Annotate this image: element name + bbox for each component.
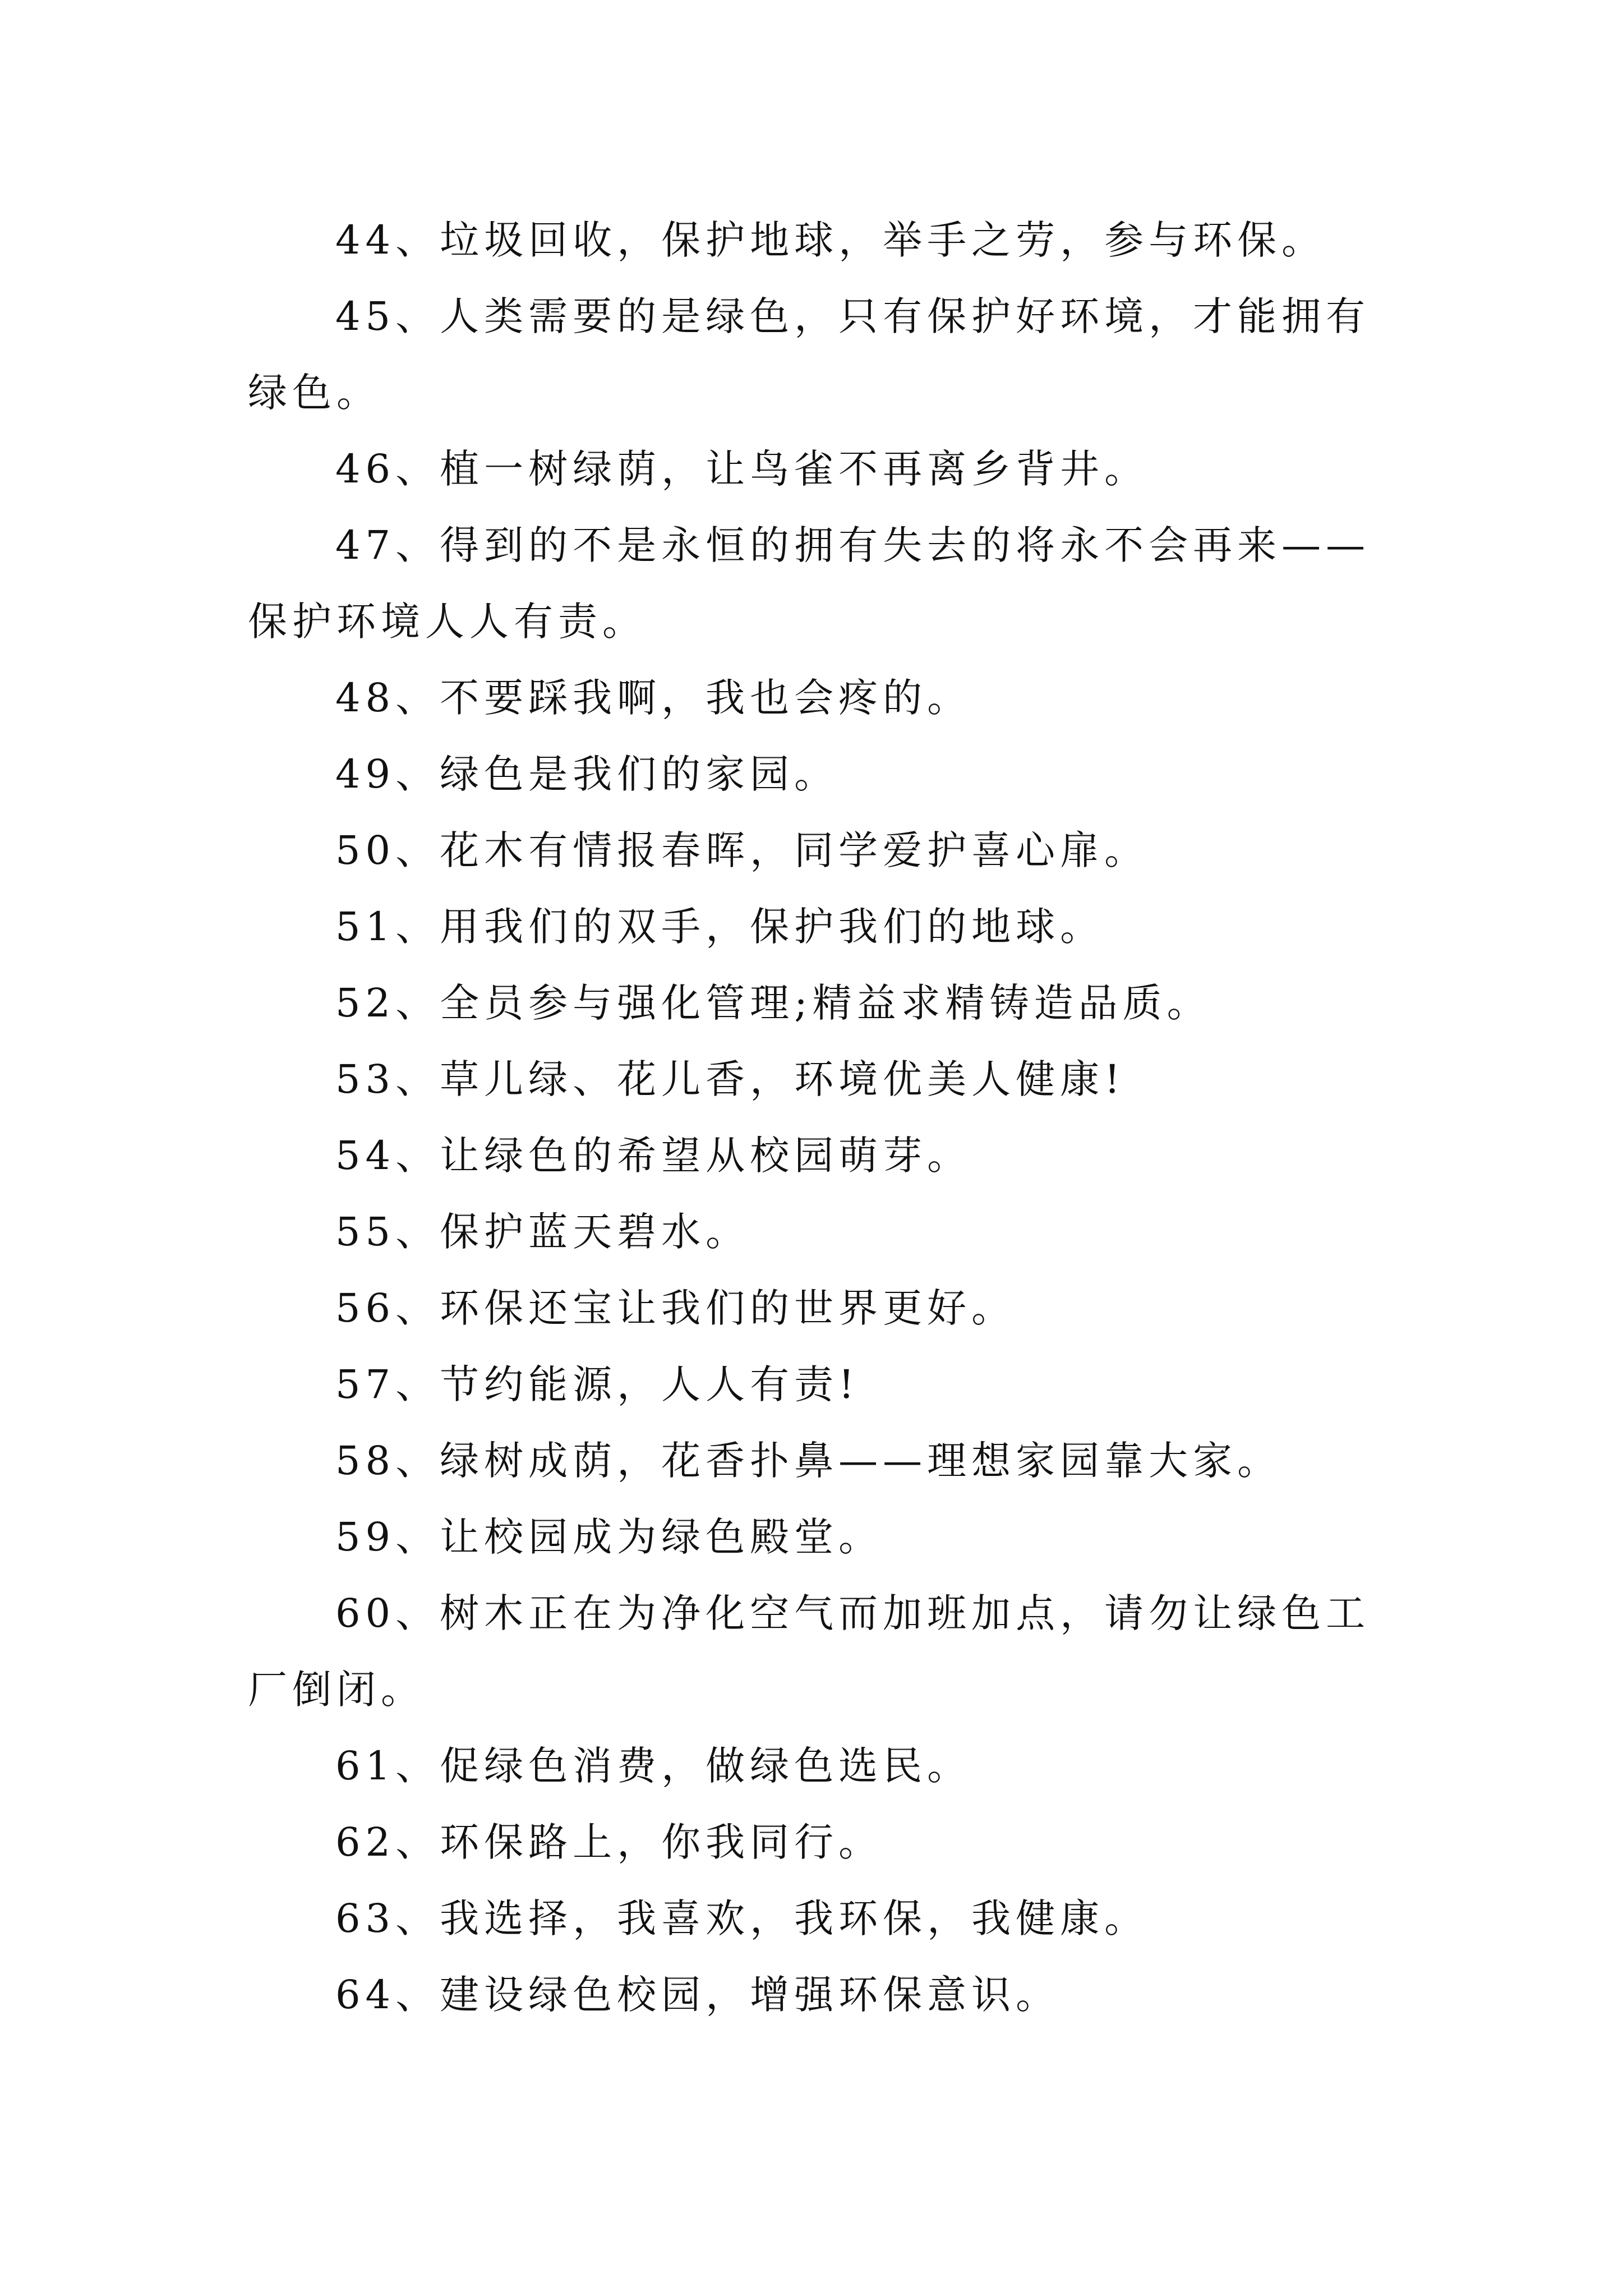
paragraph-54: 54、让绿色的希望从校园萌芽。 <box>335 1133 972 1179</box>
paragraph-52: 52、全员参与强化管理;精益求精铸造品质。 <box>335 980 1211 1026</box>
paragraph-44: 44、垃圾回收，保护地球，举手之劳，参与环保。 <box>335 217 1326 263</box>
paragraph-61: 61、促绿色消费，做绿色选民。 <box>335 1743 972 1789</box>
paragraph-53: 53、草儿绿、花儿香，环境优美人健康! <box>335 1056 1126 1102</box>
paragraph-48: 48、不要踩我啊，我也会疼的。 <box>335 675 972 721</box>
paragraph-46: 46、植一树绿荫，让鸟雀不再离乡背井。 <box>335 446 1149 492</box>
paragraph-59: 59、让校园成为绿色殿堂。 <box>335 1514 883 1560</box>
document-body <box>248 202 1392 2033</box>
paragraph-50: 50、花木有情报春晖，同学爱护喜心扉。 <box>335 827 1149 873</box>
paragraph-58: 58、绿树成荫，花香扑鼻——理想家园靠大家。 <box>335 1438 1282 1484</box>
paragraph-51: 51、用我们的双手，保护我们的地球。 <box>335 904 1105 950</box>
paragraph-60: 60、树木正在为净化空气而加班加点，请勿让绿色工厂倒闭。 <box>248 1590 1371 1713</box>
paragraph-55: 55、保护蓝天碧水。 <box>335 1209 750 1255</box>
paragraph-45: 45、人类需要的是绿色，只有保护好环境，才能拥有绿色。 <box>248 293 1371 416</box>
paragraph-47: 47、得到的不是永恒的拥有失去的将永不会再来——保护环境人人有责。 <box>248 522 1371 645</box>
paragraph-49: 49、绿色是我们的家园。 <box>335 751 839 797</box>
paragraph-56: 56、环保还宝让我们的世界更好。 <box>335 1285 1016 1331</box>
paragraph-57: 57、节约能源，人人有责! <box>335 1361 860 1407</box>
paragraph-62: 62、环保路上，你我同行。 <box>335 1819 883 1865</box>
paragraph-64: 64、建设绿色校园，增强环保意识。 <box>335 1972 1061 2018</box>
paragraph-63: 63、我选择，我喜欢，我环保，我健康。 <box>335 1895 1149 1941</box>
